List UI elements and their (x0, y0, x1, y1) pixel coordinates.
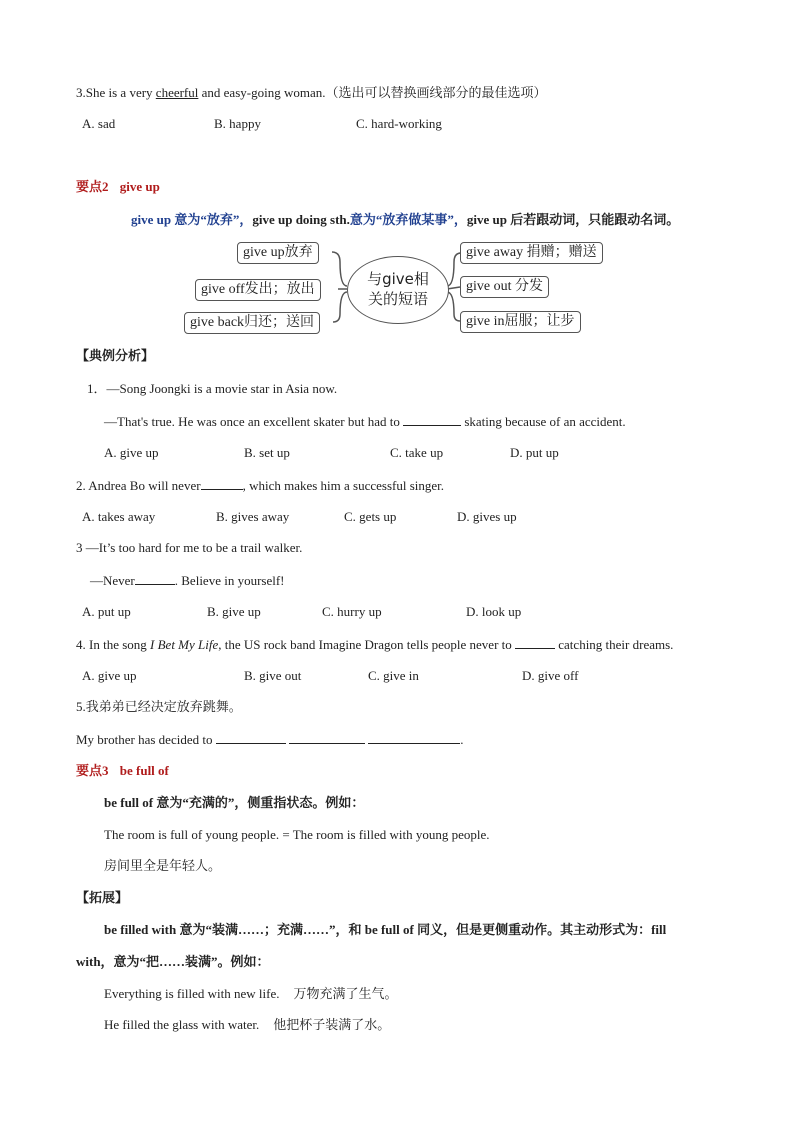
example4-option-a: A. give up (82, 668, 137, 683)
example2-start: 2. Andrea Bo will never (76, 478, 201, 493)
example2-option-c: C. gets up (344, 509, 397, 524)
point2-heading (76, 179, 160, 195)
example5-line2 (76, 731, 463, 748)
extension-example1 (104, 986, 397, 1002)
extension-example1-en: Everything is filled with new life. (104, 986, 280, 1001)
example1-line2 (104, 413, 626, 430)
mindmap-give-out: give out 分发 (460, 276, 549, 298)
extension-example1-zh: 万物充满了生气。 (293, 986, 398, 1001)
point3-explanation: be full of 意为“充满的”，侧重指状态。例如： (104, 795, 365, 810)
example1-line1: 1．—Song Joongki is a movie star in Asia now. (87, 381, 338, 396)
example4-option-b: B. give out (244, 668, 302, 683)
q3-option-a: A. sad (82, 116, 116, 131)
point3-label: 要点3 (76, 763, 109, 778)
answer-blank[interactable] (289, 731, 365, 744)
example4-line (76, 636, 673, 653)
answer-blank[interactable] (368, 731, 460, 744)
extension-line2: with，意为“把……装满”。例如： (76, 954, 270, 969)
q3-stem (76, 85, 546, 101)
explain-give-up-doing: give up doing sth. (252, 212, 350, 227)
point2-phrase: give up (119, 179, 160, 194)
point2-explanation (131, 212, 679, 228)
explain-give-up-2: give up (466, 212, 508, 227)
examples-heading: 【典例分析】 (76, 348, 155, 363)
mindmap-give-up: give up放弃 (237, 242, 319, 264)
example3-line1: 3 —It’s too hard for me to be a trail walker. (76, 540, 303, 555)
example4-option-d: D. give off (522, 668, 579, 683)
example4-option-c: C. give in (368, 668, 419, 683)
example3-line2-end: . Believe in yourself! (174, 573, 285, 588)
extension-example2-en: He filled the glass with water. (104, 1017, 260, 1032)
example1-option-b: B. set up (244, 445, 290, 460)
mindmap-give-off: give off发出；放出 (195, 279, 321, 301)
extension-example2 (104, 1017, 390, 1033)
q3-underlined-word: cheerful (155, 85, 199, 100)
example2-option-d: D. gives up (457, 509, 517, 524)
example3-option-c: C. hurry up (322, 604, 382, 619)
explain-meaning-1: 意为“放弃”， (171, 212, 253, 227)
point2-label: 要点2 (76, 179, 109, 194)
mindmap-center (347, 256, 449, 324)
mindmap-center-line2: 关的短语 (367, 290, 428, 308)
mindmap-give-back: give back归还；送回 (184, 312, 320, 334)
extension-heading: 【拓展】 (76, 890, 129, 905)
point3-heading (76, 763, 169, 779)
q3-option-c: C. hard-working (356, 116, 442, 131)
explain-meaning-2: 意为“放弃做某事”， (349, 212, 467, 227)
explain-gerund-rule: 后若跟动词，只能跟动名词。 (507, 212, 680, 227)
example3-line2-start: —Never (90, 573, 135, 588)
example5-start: My brother has decided to (76, 732, 216, 747)
example4-end: catching their dreams. (555, 637, 674, 652)
example2-option-b: B. gives away (216, 509, 290, 524)
example3-option-d: D. look up (466, 604, 522, 619)
example3-option-a: A. put up (82, 604, 131, 619)
example1-option-a: A. give up (104, 445, 159, 460)
example2-end: , which makes him a successful singer. (242, 478, 445, 493)
q3-suffix: and easy-going woman.（选出可以替换画线部分的最佳选项） (198, 85, 547, 100)
example5-line1: 5.我弟弟已经决定放弃跳舞。 (76, 699, 242, 714)
example5-period: . (460, 732, 464, 747)
mindmap-give-away: give away 捐赠；赠送 (460, 242, 603, 264)
example4-start: 4. In the song (76, 637, 151, 652)
mindmap-center-line1: 与give相 (367, 270, 429, 288)
answer-blank[interactable] (201, 477, 243, 490)
example3-line2 (90, 572, 285, 589)
example2-line (76, 477, 444, 494)
example3-option-b: B. give up (207, 604, 261, 619)
example2-option-a: A. takes away (82, 509, 156, 524)
point3-example-zh: 房间里全是年轻人。 (104, 858, 222, 873)
mindmap-give-in: give in屈服；让步 (460, 311, 581, 333)
example4-middle: , the US rock band Imagine Dragon tells people never to (218, 637, 516, 652)
example1-line2-start: —That's true. He was once an excellent skater but had to (104, 414, 404, 429)
answer-blank[interactable] (403, 413, 461, 426)
answer-blank[interactable] (216, 731, 286, 744)
extension-line1: be filled with 意为“装满……；充满……”，和 be full of 同义，但是更侧重动作。其主动形式为：fill (104, 922, 667, 937)
example1-option-c: C. take up (390, 445, 444, 460)
example1-line2-end: skating because of an accident. (461, 414, 626, 429)
example4-song-title: I Bet My Life (150, 637, 219, 652)
answer-blank[interactable] (135, 572, 175, 585)
q3-prefix: 3.She is a very (76, 85, 156, 100)
example1-option-d: D. put up (510, 445, 559, 460)
explain-give-up-1: give up (131, 212, 172, 227)
answer-blank[interactable] (515, 636, 555, 649)
extension-example2-zh: 他把杯子装满了水。 (273, 1017, 391, 1032)
point3-example-en: The room is full of young people. = The room is filled with young people. (104, 827, 490, 842)
point3-phrase: be full of (119, 763, 169, 778)
q3-option-b: B. happy (214, 116, 261, 131)
